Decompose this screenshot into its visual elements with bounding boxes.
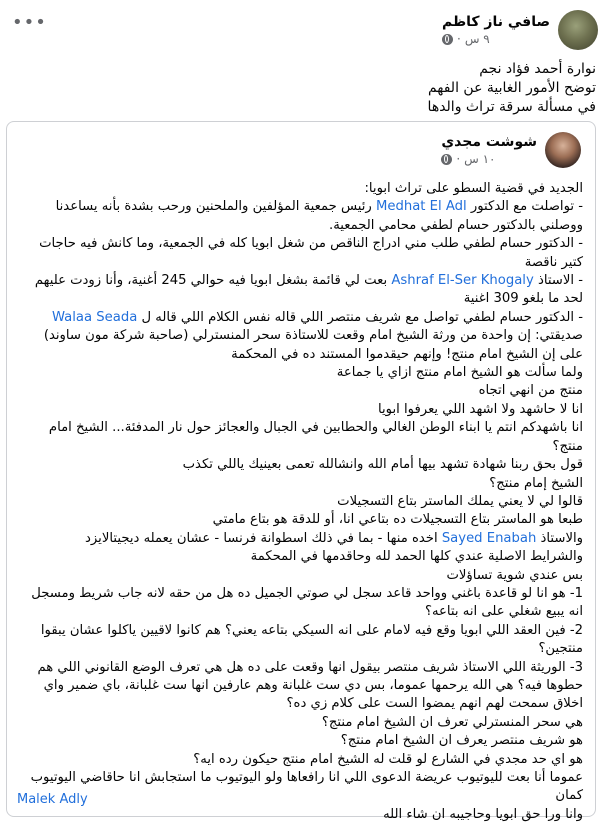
caption-line: نوارة أحمد فؤاد نجم xyxy=(479,61,596,77)
post-caption xyxy=(16,60,596,117)
more-options-icon[interactable]: ••• xyxy=(12,12,47,33)
shared-post-header xyxy=(441,132,581,168)
body-line: الجديد في قضية السطو على تراث ابويا: xyxy=(364,181,583,196)
body-line: والاستاذ Sayed Enabah اخده منها - بما في ذلك اسطوانة فرنسا - عشان يعمله ديجيتالايزد xyxy=(85,530,583,546)
body-line: هي سحر المنسترلي تعرف ان الشيخ امام منتج؟ xyxy=(321,714,583,730)
shared-author-name[interactable]: شوشت مجدي xyxy=(441,134,537,150)
caption-line: توضح الأمور الغابية عن الفهم xyxy=(427,80,596,96)
mention-link[interactable]: Sayed Enabah xyxy=(441,530,537,546)
shared-time-label[interactable]: ١٠ س xyxy=(464,152,496,166)
shared-post-timestamp[interactable] xyxy=(441,151,537,167)
mention-link[interactable]: Walaa Seada xyxy=(51,309,138,325)
tagged-user-link[interactable]: Malek Adly xyxy=(17,792,88,807)
body-line: 3- الوريثة اللي الاستاذ شريف منتصر بيقول انها وقعت على ده هل هي تعرف الوضع القانوني اللي هم حطوها فيه؟ هي الله يرحمها عموما، بس دي ست غلبانة وهم عارفين انها ست غلبانة، باي ضمير واي اخلاق سمحت لهم انهم يمضوا الست على كلام زي ده؟ xyxy=(37,659,583,712)
separator: · xyxy=(456,152,461,166)
separator: · xyxy=(456,32,461,46)
mention-link[interactable]: Medhat El Adl xyxy=(376,199,467,215)
author-avatar[interactable] xyxy=(558,10,598,50)
body-line: هو اي حد مجدي في الشارع لو قلت له الشيخ امام منتج حيكون رده ايه؟ xyxy=(193,751,583,767)
body-line: الشيخ إمام منتج؟ xyxy=(489,475,583,491)
body-line: عموما أنا بعت لليوتيوب عريضة الدعوى اللي انا رافعاها ولو اليوتيوب ما استجابش انا حاقاضي اليوتيوب كمان xyxy=(30,770,583,804)
body-line: انا لا حاشهد ولا اشهد اللي يعرفوا ابويا xyxy=(377,401,583,417)
body-line: وانا ورا حق ابويا وحاجيبه ان شاء الله xyxy=(383,806,583,822)
shared-post-card[interactable] xyxy=(6,121,596,822)
body-line: قول بحق ربنا شهادة تشهد بيها أمام الله وانشالله تعمى بعينيك ياللي تكذب xyxy=(182,457,583,473)
author-meta xyxy=(442,13,550,47)
author-name[interactable]: صافي ناز كاظم xyxy=(441,14,550,30)
body-line: 1- هو انا لو قاعدة باغني وواحد قاعد سجل لي صوتي الجميل ده هل من حقه لانه جاب شريط ومسجل انه يبيع شغلي على انه بتاعه؟ xyxy=(31,585,583,620)
shared-post-body xyxy=(17,180,583,824)
time-label[interactable]: ٩ س xyxy=(464,32,490,46)
body-line: - تواصلت مع الدكتور Medhat El Adl رئيس جمعية المؤلفين والملحنين ورحب بشدة بأنه يساعدنا ووصلني بالدكتور حسام لطفي محامي الجمعية. xyxy=(55,199,583,233)
body-line: - الدكتور حسام لطفي تواصل مع شريف منتصر اللي قاله نفس الكلام اللي قاله ل Walaa Seada صديقتي: إن واحدة من ورثة الشيخ امام وقعت للاستاذة سحر المنسترلي (صاحبة شركة مون ساوند) على إن الشيخ امام منتج! وإنهم حيقدموا المستند ده في المحكمة xyxy=(43,309,583,362)
body-line: - الدكتور حسام لطفي طلب مني ادراج الناقص من شغل ابويا كله في الجمعية، وما كانش فيه حاجات كتير ناقصة xyxy=(39,236,583,270)
body-line: - الاستاذ Ashraf El-Ser Khogaly بعت لي قائمة بشغل ابويا فيه حوالي 245 أغنية، وأنا زودت عليهم لحد ما بلغو 309 اغنية xyxy=(34,273,583,307)
body-line: 2- فين العقد اللي ابويا وقع فيه لامام على انه السيكي بتاعه يعني؟ هم كانوا لاقيين ياكلوا عشان يبقوا منتجين؟ xyxy=(40,622,583,657)
body-line: بس عندي شوية تساؤلات xyxy=(446,567,583,583)
globe-icon xyxy=(442,34,453,45)
body-line: قالوا لي لا يعني يملك الماستر بتاع التسجيلات xyxy=(337,493,583,509)
post-timestamp[interactable] xyxy=(442,31,550,47)
body-line: طبعا هو الماستر بتاع التسجيلات ده بتاعي انا، أو للدقة هو بتاع مامتي xyxy=(212,512,583,528)
globe-icon xyxy=(441,154,452,165)
shared-author-avatar[interactable] xyxy=(545,132,581,168)
mention-link[interactable]: Ashraf El-Ser Khogaly xyxy=(391,273,534,289)
shared-author-meta xyxy=(441,133,537,167)
body-line: ولما سألت هو الشيخ امام منتج ازاي يا جماعة xyxy=(336,365,583,381)
body-line: والشرايط الاصلية عندي كلها الحمد لله وحاقدمها في المحكمة xyxy=(250,549,583,565)
caption-line: في مسألة سرقة تراث والدها xyxy=(427,99,596,115)
body-line: هو شريف منتصر يعرف ان الشيخ امام منتج؟ xyxy=(340,733,583,749)
body-line: انا باشهدكم انتم يا ابناء الوطن الغالي والحطابين في الجبال والعجائز حول نار المدفئة... الشيخ امام منتج؟ xyxy=(48,420,583,454)
body-line: منتج من انهي اتجاه xyxy=(478,383,583,399)
post-header xyxy=(442,10,598,50)
